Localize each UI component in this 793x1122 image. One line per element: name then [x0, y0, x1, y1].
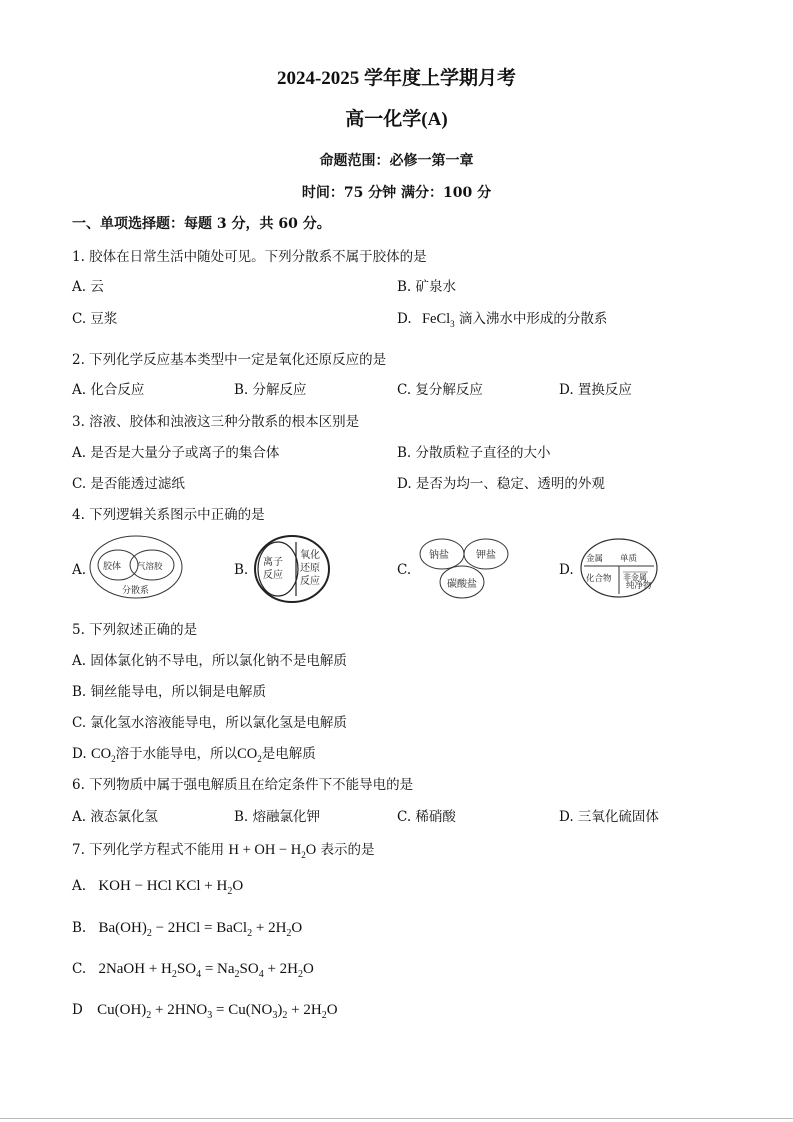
q7-stem-suffix: 表示的是 [320, 842, 375, 858]
q7-option-d-label: D [72, 1002, 83, 1018]
q7-option-b-label: B. [72, 920, 87, 936]
q4-option-a[interactable]: A. [72, 562, 87, 578]
co2-formula-1: $CO_2$ [90, 746, 116, 764]
question-3-stem: 3. 溶液、胶体和浊液这三种分散系的根本区别是 [72, 414, 360, 430]
diagram-a-label-colloid: 胶体 [103, 562, 122, 572]
q7-option-b[interactable] [72, 920, 302, 939]
q3-option-a[interactable]: A. 是否是大量分子或离子的集合体 [72, 445, 280, 461]
q1-option-d[interactable] [397, 307, 607, 329]
q1-option-a[interactable]: A. 云 [72, 279, 104, 295]
question-1-stem: 1. 胶体在日常生活中随处可见。下列分散系不属于胶体的是 [72, 249, 427, 265]
diagram-a [88, 534, 184, 600]
q1-option-d-text: 滴入沸水中形成的分散系 [458, 311, 608, 327]
q5-option-d-label: D. [72, 746, 87, 762]
exam-scope: 命题范围：必修一第一章 [319, 153, 474, 169]
diagram-d-label-pure: 纯净物 [626, 581, 652, 591]
q7-option-a-label: A. [72, 878, 87, 894]
q5-option-c[interactable]: C. 氯化氢水溶液能导电，所以氯化氢是电解质 [72, 715, 347, 731]
co2-formula-2: $CO_2$ [237, 746, 262, 764]
q6-option-c[interactable]: C. 稀硝酸 [397, 809, 456, 825]
q7-equation-c: 2NaOH + $H_2SO_4 = Na_2SO_4 + 2H_2O$ [98, 961, 314, 980]
diagram-b-label-reaction2: 反应 [300, 576, 320, 587]
diagram-c-label-carbonate: 碳酸盐 [447, 579, 477, 590]
q2-option-b[interactable]: B. 分解反应 [234, 382, 307, 398]
q4-option-b[interactable]: B. [234, 562, 249, 578]
diagram-d-label-compound: 化合物 [586, 574, 612, 584]
q3-option-b[interactable]: B. 分散质粒子直径的大小 [397, 445, 551, 461]
q4-option-c[interactable]: C. [397, 562, 412, 578]
q5-option-a[interactable]: A. 固体氯化钠不导电，所以氯化钠不是电解质 [72, 653, 347, 669]
q7-option-c[interactable] [72, 961, 314, 980]
question-7-stem [72, 838, 375, 860]
q4-option-d[interactable]: D. [559, 562, 574, 578]
exam-subtitle: 高一化学(A) [345, 109, 448, 130]
diagram-c-label-potassium: 钾盐 [476, 550, 496, 561]
diagram-b-label-oxidation: 氧化 [300, 550, 320, 561]
diagram-a-label-dispersion: 分散系 [122, 586, 150, 596]
q6-option-b[interactable]: B. 熔融氯化钾 [234, 809, 321, 825]
diagram-c-label-sodium: 钠盐 [429, 550, 449, 561]
diagram-b-label-ion: 离子 [263, 557, 283, 568]
exam-title: 2024-2025 学年度上学期月考 [276, 68, 517, 89]
question-5-stem: 5. 下列叙述正确的是 [72, 622, 198, 638]
question-2-stem: 2. 下列化学反应基本类型中一定是氧化还原反应的是 [72, 352, 387, 368]
diagram-a-label-aerosol: 气溶胶 [137, 562, 163, 572]
q5-option-d[interactable] [72, 742, 316, 764]
diagram-d-label-metal: 金属 [586, 554, 604, 564]
q7-equation-b: $Ba(OH)_2 - 2HCl$ = BaCl$_2$ + $2H_2O$ [98, 920, 303, 939]
q6-option-d[interactable]: D. 三氧化硫固体 [559, 809, 659, 825]
diagram-b-label-reduction: 还原 [300, 563, 320, 574]
q2-option-c[interactable]: C. 复分解反应 [397, 382, 483, 398]
q7-equation-d: $Cu(OH)_2 + 2HNO_3 = Cu(NO_3)_2 + 2H_2O$ [97, 1002, 338, 1021]
question-6-stem: 6. 下列物质中属于强电解质且在给定条件下不能导电的是 [72, 777, 414, 793]
q6-option-a[interactable]: A. 液态氯化氢 [72, 809, 158, 825]
q7-option-c-label: C. [72, 961, 87, 977]
q7-option-a[interactable] [72, 878, 243, 897]
q1-option-b[interactable]: B. 矿泉水 [397, 279, 457, 295]
q7-option-d[interactable] [72, 1002, 338, 1021]
fecl3-formula: FeCl$_3$ [421, 311, 455, 329]
q1-option-c[interactable]: C. 豆浆 [72, 311, 118, 327]
diagram-d-label-nonmetal: 非金属 [623, 573, 647, 582]
q5-option-d-text-1: 溶于水能导电，所以 [115, 746, 238, 762]
q7-ionic-equation: H + OH − $H_2O$ [228, 842, 317, 860]
q7-stem-prefix: 7. 下列化学方程式不能用 [72, 842, 225, 858]
q5-option-b[interactable]: B. 铜丝能导电，所以铜是电解质 [72, 684, 267, 700]
page-bottom-divider [0, 1118, 793, 1119]
diagram-d-label-element: 单质 [620, 554, 638, 564]
q3-option-d[interactable]: D. 是否为均一、稳定、透明的外观 [397, 476, 605, 492]
q7-equation-a: KOH − HCl KCl + $H_2O$ [98, 878, 244, 897]
q3-option-c[interactable]: C. 是否能透过滤纸 [72, 476, 185, 492]
diagram-d [578, 536, 660, 600]
q2-option-d[interactable]: D. 置换反应 [559, 382, 632, 398]
q2-option-a[interactable]: A. 化合反应 [72, 382, 145, 398]
q1-option-d-label: D. [397, 311, 412, 327]
exam-time-score: 时间：75 分钟 满分：100 分 [301, 185, 492, 201]
diagram-c [414, 534, 510, 602]
question-4-stem: 4. 下列逻辑关系图示中正确的是 [72, 507, 265, 523]
diagram-b-label-reaction1: 反应 [263, 570, 283, 581]
q5-option-d-text-2: 是电解质 [261, 746, 316, 762]
section-heading: 一、单项选择题：每题 3 分，共 60 分。 [72, 216, 331, 232]
diagram-b [252, 534, 332, 604]
